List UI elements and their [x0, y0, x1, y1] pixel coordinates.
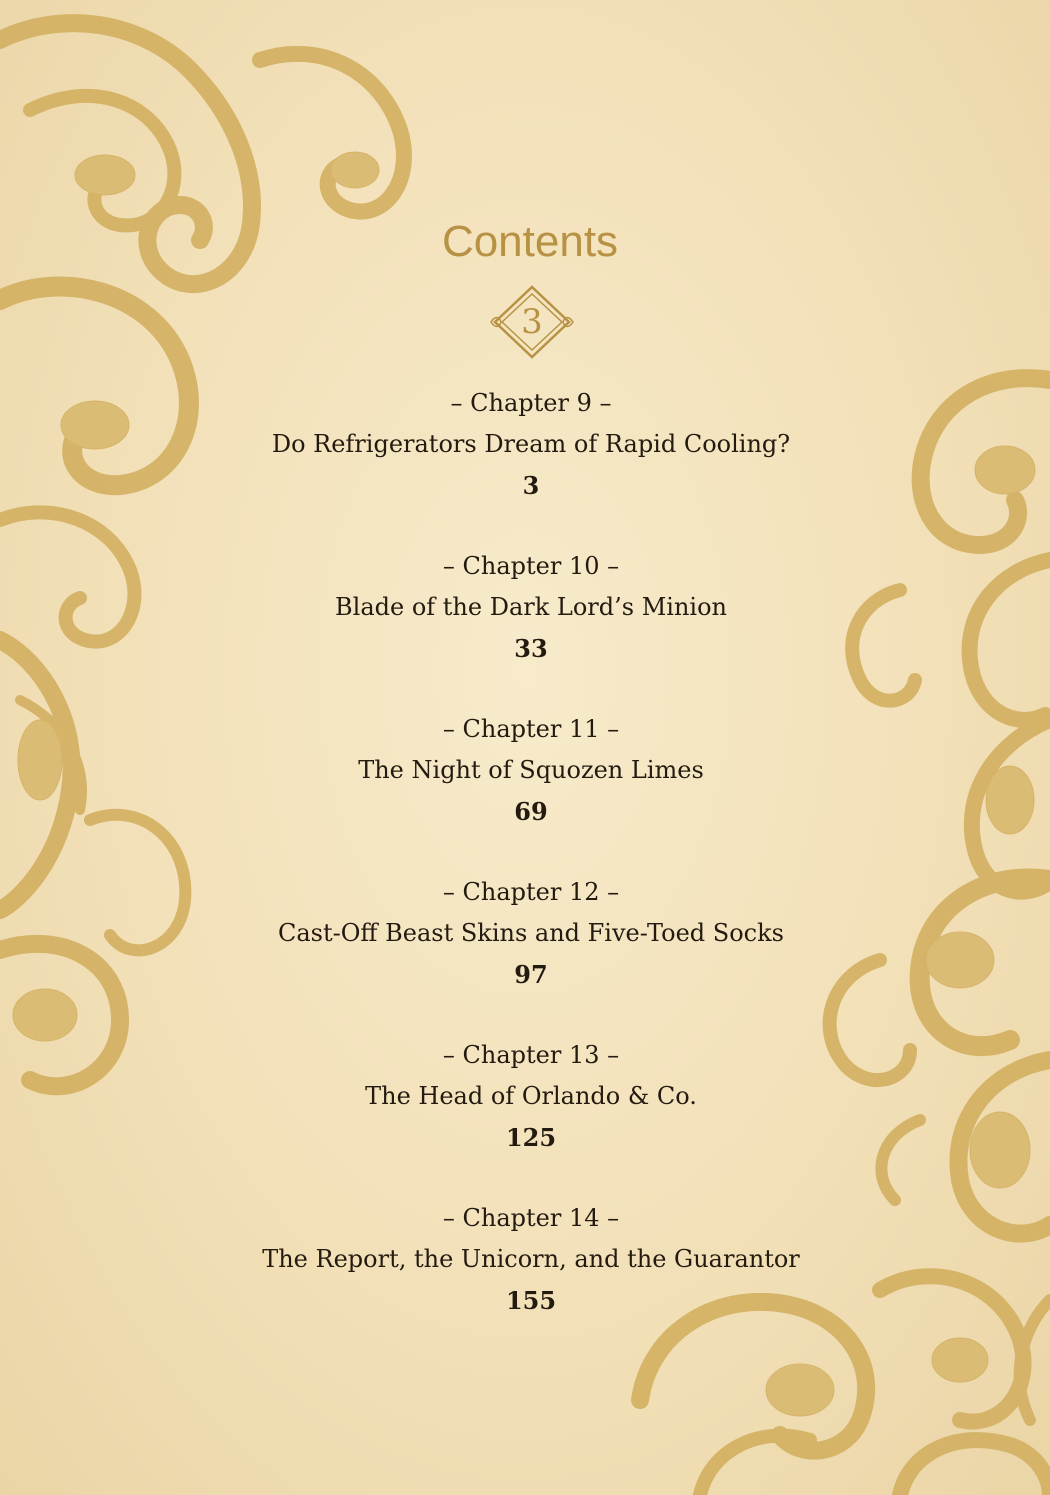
- chapter-page-number: 33: [514, 634, 548, 663]
- chapter-page-number: 3: [522, 471, 540, 500]
- chapter-page-number: 69: [514, 797, 548, 826]
- toc-entry-chapter-13: [0, 1035, 1050, 1198]
- chapter-page-number: 125: [505, 1123, 557, 1152]
- toc-entry-chapter-10: [0, 546, 1050, 709]
- volume-number: 3: [521, 302, 543, 342]
- chapter-label: – Chapter 10 –: [442, 552, 620, 580]
- chapter-label: – Chapter 13 –: [442, 1041, 620, 1069]
- chapter-label: – Chapter 14 –: [442, 1204, 620, 1232]
- chapter-label: – Chapter 9 –: [450, 389, 612, 417]
- chapter-page-number: 97: [514, 960, 548, 989]
- toc-entry-chapter-9: [0, 383, 1050, 546]
- chapter-title: Cast-Off Beast Skins and Five-Toed Socks: [278, 919, 784, 947]
- toc-entry-chapter-14: [0, 1198, 1050, 1361]
- chapter-label: – Chapter 12 –: [442, 878, 620, 906]
- toc-entry-chapter-11: [0, 709, 1050, 872]
- chapter-title: Blade of the Dark Lord’s Minion: [335, 593, 727, 621]
- page-title: Contents: [441, 217, 619, 266]
- chapter-page-number: 155: [505, 1286, 557, 1315]
- toc-entry-chapter-12: [0, 872, 1050, 1035]
- volume-badge: [489, 283, 575, 361]
- chapter-title: The Head of Orlando & Co.: [365, 1082, 697, 1110]
- chapter-title: Do Refrigerators Dream of Rapid Cooling?: [271, 430, 791, 458]
- chapter-label: – Chapter 11 –: [442, 715, 620, 743]
- chapter-title: The Night of Squozen Limes: [358, 756, 704, 784]
- table-of-contents: [0, 383, 1050, 1361]
- chapter-title: The Report, the Unicorn, and the Guarantor: [262, 1245, 800, 1273]
